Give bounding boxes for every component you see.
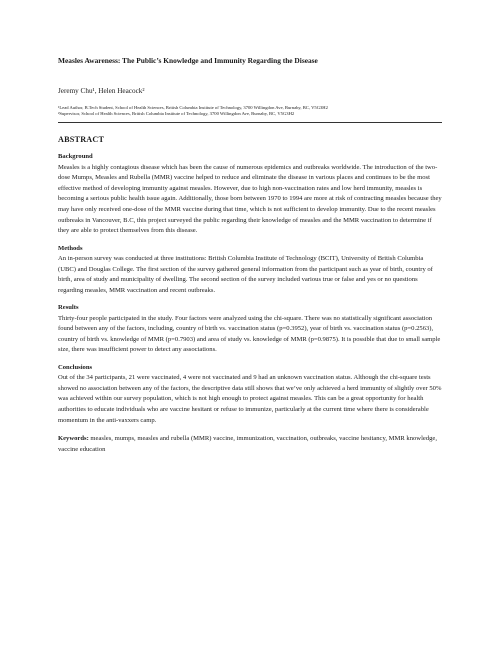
section-conclusions — [58, 364, 442, 426]
section-title: Background — [58, 153, 93, 161]
abstract-heading: ABSTRACT — [58, 135, 105, 145]
section-body: Thirty-four people participated in the study. Four factors were analyzed using the chi-square. There was no statistically significant association found between any of the factors, including, country of birth vs. vaccination status (p=0.3952), year of birth vs. vaccination status (p=0.2563), country of birth vs. knowledge of MMR (p=0.7903) and area of study vs. knowledge of MMR (p=0.9875). It is possible that due to small sample size, there was insufficient power to detect any associations. — [58, 314, 441, 354]
keywords — [58, 434, 442, 455]
header-divider — [58, 122, 442, 123]
section-title: Methods — [58, 244, 83, 252]
section-body: An in-person survey was conducted at three institutions: British Columbia Institute of Technology (BCIT), University of British Columbia (UBC) and Douglas College. The first section of the survey gathered general information from the participant such as year of birth, country of birth, area of study and municipality of dwelling. The second section of the survey included various true or false and yes or no questions regarding measles, MMR vaccination and recent outbreaks. — [58, 254, 433, 294]
affiliation-lead-author: ¹Lead Author, B.Tech Student, School of Health Sciences, British Columbia Institute of Technology, 3700 Willingdon Ave, Burnaby, BC, V5G3H2 — [58, 104, 328, 110]
affiliation-supervisor: ²Supervisor, School of Health Sciences, British Columbia Institute of Technology, 3700 Willingdon Ave, Burnaby, BC, V5G3H2 — [58, 111, 295, 117]
section-title: Conclusions — [58, 363, 93, 371]
section-background — [58, 153, 442, 236]
section-body: Measles is a highly contagious disease which has been the cause of numerous epidemics and outbreaks worldwide. The introduction of the two-dose Mumps, Measles and Rubella (MMR) vaccine helped to reduce and eliminate the disease in various places and continues to be the most effective method of developing immunity against measles. However, due to high non-vaccination rates and low herd immunity, measles is becoming a serious public health issue again. Additionally, those born between 1970 to 1994 are more at risk of contracting measles because they may have only received one-dose of the MMR vaccine during that time, which is not sufficient to develop immunity. Due to the recent measles outbreaks in Vancouver, B.C, this project surveyed the public regarding their knowledge of measles and the MMR vaccination to determine if they are able to protect themselves from this disease. — [58, 163, 442, 235]
section-title: Results — [58, 304, 79, 312]
section-methods — [58, 245, 442, 297]
paper-title: Measles Awareness: The Public’s Knowledge and Immunity Regarding the Disease — [58, 56, 318, 65]
section-results — [58, 304, 442, 356]
author-list: Jeremy Chu¹, Helen Heacock² — [58, 86, 145, 95]
keywords-list: measles, mumps, measles and rubella (MMR) vaccine, immunization, vaccination, outbreaks, vaccine hesitancy, MMR knowledge, vaccine education — [58, 435, 437, 453]
keywords-label: Keywords: — [58, 435, 89, 443]
section-body: Out of the 34 participants, 21 were vaccinated, 4 were not vaccinated and 9 had an unknown vaccination status. Although the chi-square tests showed no association between any of the factors, the descriptive data still shows that we’ve only achieved a herd immunity of slightly over 50% was achieved within our survey population, which is not high enough to protect against measles. This can be a great opportunity for health authorities to educate individuals who are vaccine hesitant or refuse to immunize, particularly at the current time where there is considerable momentum in the anti-vaxxers camp. — [58, 374, 442, 424]
